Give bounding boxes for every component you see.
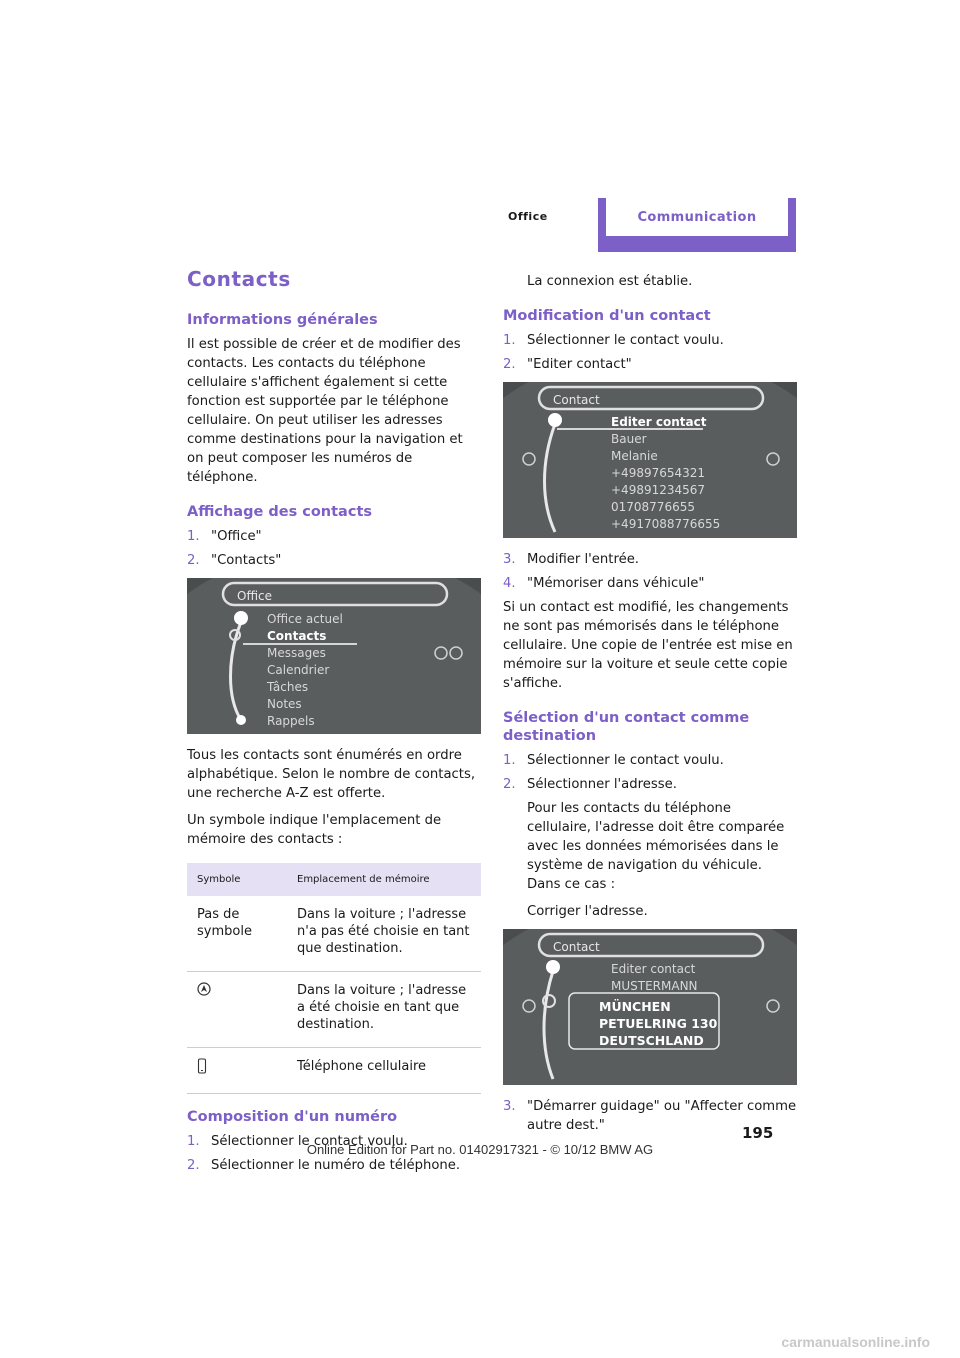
contact-field-phone: +49891234567	[611, 483, 706, 497]
contact-field-bauer: Bauer	[611, 432, 647, 446]
contact-field-phone: 01708776655	[611, 500, 695, 514]
list-item: 1. "Office"	[187, 529, 262, 544]
list-item: 1. Sélectionner le contact voulu.	[503, 333, 724, 348]
general-heading: Informations générales	[187, 312, 378, 328]
contact-field-name: MUSTERMANN	[611, 979, 698, 993]
menu-item-contacts: Contacts	[267, 629, 327, 643]
list-item: 4. "Mémoriser dans véhicule"	[503, 576, 705, 591]
destination-screenshot	[503, 929, 797, 1085]
menu-item-editer-contact: Editer contact	[611, 415, 707, 429]
contact-field-phone: +49897654321	[611, 466, 706, 480]
alphabetical-text: Tous les contacts sont énumérés en ordre alphabétique. Selon le nombre de contacts, une recherche A-Z est offerte.	[187, 748, 476, 801]
section-label: Office	[508, 210, 548, 223]
mobile-phone-icon	[197, 1058, 207, 1074]
screen-title: Contact	[553, 940, 600, 954]
destination-note-2: Corriger l'adresse.	[527, 904, 648, 919]
modify-heading: Modification d'un contact	[503, 308, 711, 324]
display-heading: Affichage des contacts	[187, 504, 373, 520]
page-title: Contacts	[187, 267, 291, 291]
page-number: 195	[742, 1124, 774, 1142]
office-menu-screenshot	[187, 578, 481, 734]
modify-text: Si un contact est modifié, les changements ne sont pas mémorisés dans le téléphone cellulaire. Une copie de l'entrée est mise en mémoire sur la voiture et seule cette copie s'affiche.	[503, 600, 793, 691]
list-item: 2. "Contacts"	[187, 553, 282, 568]
footer: Online Edition for Part no. 01402917321 - © 10/12 BMW AG	[306, 1142, 654, 1157]
connection-text: La connexion est établie.	[527, 274, 693, 289]
edit-contact-screenshot	[503, 382, 797, 538]
navigation-icon	[197, 982, 211, 996]
table-row: Pas de symbole Dans la voiture ; l'adresse n'a pas été choisie en tant que destination.	[187, 896, 481, 972]
address-city: MÜNCHEN	[599, 999, 671, 1014]
list-item: 3. Modifier l'entrée.	[503, 552, 639, 567]
list-item: 1. Sélectionner le contact voulu.	[187, 1134, 408, 1149]
left-column	[187, 267, 481, 1180]
list-item: 2. "Editer contact"	[503, 357, 632, 372]
menu-item-messages: Messages	[267, 646, 326, 660]
menu-item-office-actuel: Office actuel	[267, 612, 343, 626]
list-item: 3. "Démarrer guidage" ou "Affecter comme autre dest."	[503, 1099, 797, 1133]
table-header: Symbole	[187, 863, 287, 896]
chapter-tab	[598, 198, 796, 252]
contact-field-phone: +4917088776655	[611, 517, 721, 531]
symbol-table	[187, 863, 481, 1094]
contact-field-melanie: Melanie	[611, 449, 658, 463]
table-row: Téléphone cellulaire	[187, 1048, 481, 1094]
menu-item-taches: Tâches	[267, 680, 309, 694]
screen-title: Contact	[553, 393, 600, 407]
list-item: 2. Sélectionner l'adresse.	[503, 777, 677, 792]
screen-title: Office	[237, 589, 273, 603]
menu-item-notes: Notes	[267, 697, 302, 711]
symbol-intro-text: Un symbole indique l'emplacement de mémoire des contacts :	[187, 813, 442, 847]
menu-item-calendrier: Calendrier	[267, 663, 330, 677]
general-text: Il est possible de créer et de modifier des contacts. Les contacts du téléphone cellulaire s'affichent également si cette fonction est supportée par le téléphone cellulaire. On peut utiliser les adresses comme destinations pour la navigation et on peut composer les numéros de téléphone.	[187, 337, 463, 485]
right-column	[503, 272, 797, 1140]
list-item: 1. Sélectionner le contact voulu.	[503, 753, 724, 768]
list-item: 2. Sélectionner le numéro de téléphone.	[187, 1158, 461, 1173]
menu-item-editer-contact: Editer contact	[611, 962, 696, 976]
destination-note: Pour les contacts du téléphone cellulaire, l'adresse doit être comparée avec les données mémorisées dans le système de navigation du véhicule. Dans ce cas :	[527, 801, 785, 892]
table-header: Emplacement de mémoire	[287, 863, 481, 896]
office-screen-graphic	[187, 578, 481, 734]
watermark: carmanualsonline.info	[781, 1334, 930, 1350]
chapter-label: Communication	[637, 210, 757, 225]
dial-heading: Composition d'un numéro	[187, 1109, 398, 1125]
destination-heading: Sélection d'un contact comme destination	[503, 710, 750, 744]
address-street: PETUELRING 130	[599, 1016, 718, 1031]
table-row: Dans la voiture ; l'adresse a été choisie en tant que destination.	[187, 972, 481, 1048]
menu-item-rappels: Rappels	[267, 714, 315, 728]
address-country: DEUTSCHLAND	[599, 1033, 704, 1048]
